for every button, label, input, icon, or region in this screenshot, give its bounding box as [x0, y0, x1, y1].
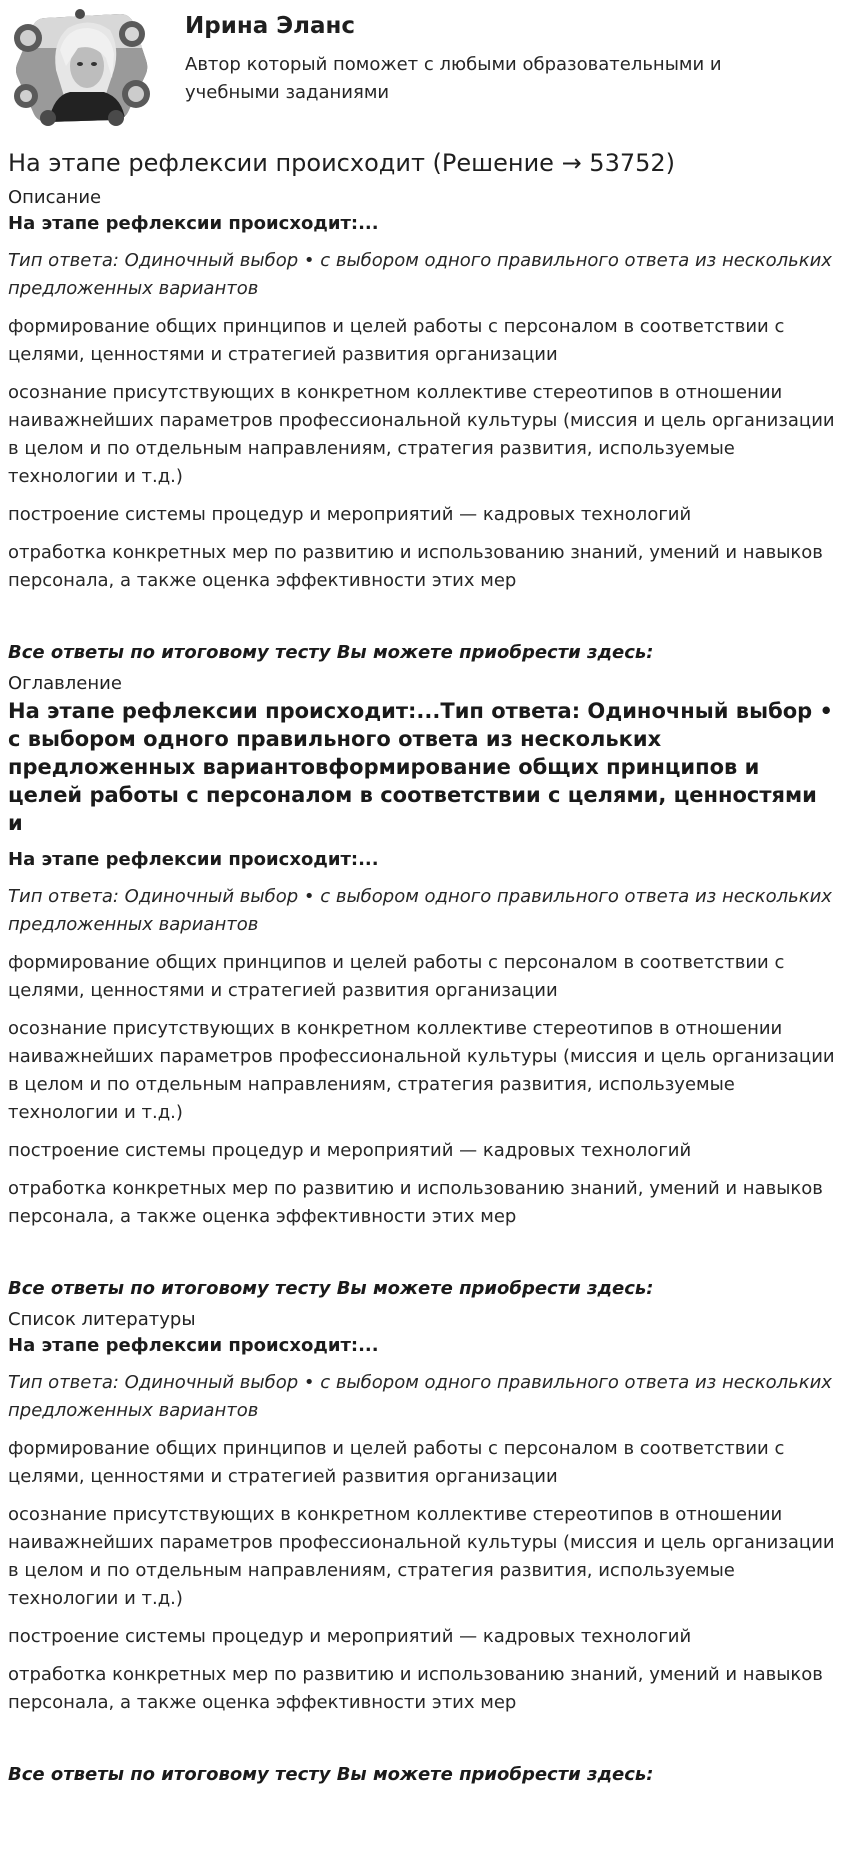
- answer-type: Тип ответа: Одиночный выбор • с выбором одного правильного ответа из нескольких предложенных вариантов: [8, 886, 832, 935]
- toc-heading: На этапе рефлексии происходит:...Тип ответа: Одиночный выбор • с выбором одного правильного ответа из нескольких предложенных вариантовформирование общих принципов и целей работы с персоналом в соответствии с целями, ценностями и: [8, 699, 833, 835]
- description-label: Описание: [8, 187, 102, 208]
- page-title: На этапе рефлексии происходит (Решение → 53752): [8, 149, 676, 177]
- answer-option: построение системы процедур и мероприятий — кадровых технологий: [8, 504, 692, 525]
- toc-section: [8, 671, 838, 1303]
- buy-answers-link[interactable]: Все ответы по итоговому тесту Вы можете приобрести здесь:: [8, 642, 654, 663]
- spacer: [8, 605, 838, 639]
- answer-option: построение системы процедур и мероприятий — кадровых технологий: [8, 1140, 692, 1161]
- answer-option: осознание присутствующих в конкретном коллективе стереотипов в отношении наиважнейших параметров профессиональной культуры (миссия и цель организации в целом и по отдельным направлениям, стратегия развития, используемые технологии и т.д.): [8, 382, 835, 487]
- spacer: [8, 1241, 838, 1275]
- spacer: [8, 1727, 838, 1761]
- buy-answers-link[interactable]: Все ответы по итоговому тесту Вы можете приобрести здесь:: [8, 1764, 654, 1785]
- bibliography-label: Список литературы: [8, 1309, 196, 1330]
- toc-label: Оглавление: [8, 673, 122, 694]
- answer-option: осознание присутствующих в конкретном коллективе стереотипов в отношении наиважнейших параметров профессиональной культуры (миссия и цель организации в целом и по отдельным направлениям, стратегия развития, используемые технологии и т.д.): [8, 1018, 835, 1123]
- avatar-frame: [8, 8, 153, 126]
- question-text: На этапе рефлексии происходит:...: [8, 1335, 379, 1356]
- article-content: [8, 146, 838, 1793]
- answer-option: формирование общих принципов и целей работы с персоналом в соответствии с целями, ценностями и стратегией развития организации: [8, 316, 785, 365]
- bibliography-section: [8, 1307, 838, 1789]
- buy-answers-link[interactable]: Все ответы по итоговому тесту Вы можете приобрести здесь:: [8, 1278, 654, 1299]
- answer-option: построение системы процедур и мероприятий — кадровых технологий: [8, 1626, 692, 1647]
- answer-option: осознание присутствующих в конкретном коллективе стереотипов в отношении наиважнейших параметров профессиональной культуры (миссия и цель организации в целом и по отдельным направлениям, стратегия развития, используемые технологии и т.д.): [8, 1504, 835, 1609]
- description-section: [8, 185, 838, 667]
- answer-type: Тип ответа: Одиночный выбор • с выбором одного правильного ответа из нескольких предложенных вариантов: [8, 250, 832, 299]
- answer-type: Тип ответа: Одиночный выбор • с выбором одного правильного ответа из нескольких предложенных вариантов: [8, 1372, 832, 1421]
- answer-option: отработка конкретных мер по развитию и использованию знаний, умений и навыков персонала, а также оценка эффективности этих мер: [8, 1178, 823, 1227]
- answer-option: отработка конкретных мер по развитию и использованию знаний, умений и навыков персонала, а также оценка эффективности этих мер: [8, 542, 823, 591]
- question-text: На этапе рефлексии происходит:...: [8, 213, 379, 234]
- author-header: [0, 0, 847, 135]
- answer-option: формирование общих принципов и целей работы с персоналом в соответствии с целями, ценностями и стратегией развития организации: [8, 952, 785, 1001]
- question-text: На этапе рефлексии происходит:...: [8, 849, 379, 870]
- author-avatar: [8, 8, 153, 126]
- answer-option: отработка конкретных мер по развитию и использованию знаний, умений и навыков персонала, а также оценка эффективности этих мер: [8, 1664, 823, 1713]
- answer-option: формирование общих принципов и целей работы с персоналом в соответствии с целями, ценностями и стратегией развития организации: [8, 1438, 785, 1487]
- author-description: Автор который поможет с любыми образовательными и учебными заданиями: [185, 54, 722, 103]
- author-name: Ирина Эланс: [185, 13, 356, 39]
